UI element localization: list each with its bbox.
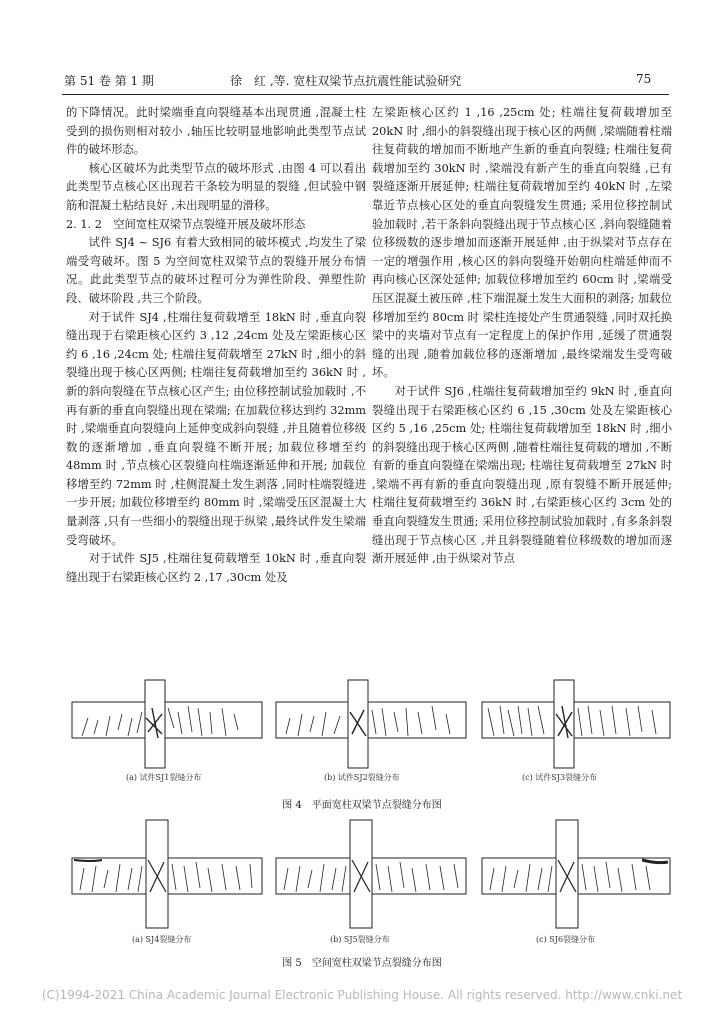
figure-5-crack-diagrams [62, 818, 672, 930]
figure-4c-caption: (c) 试件SJ3裂缝分布 [522, 773, 598, 782]
journal-volume: 第 51 卷 第 1 期 [64, 74, 154, 88]
figure-4-crack-diagrams [62, 678, 672, 770]
paragraph: 对于试件 SJ4 ,柱端往复荷载增至 18kN 时 ,垂直向裂缝出现于右梁距核心区约 3 ,12 ,24cm 处及左梁距核心区约 6 ,16 ,24cm 处; 柱端往复荷载增至 27kN 时 ,细小的斜裂缝出现于核心区两侧; 柱端往复荷载增加至约 36kN 时 ,新的斜向裂缝在节点核心区产生; 由位移控制试验加载时 ,不再有新的垂直向裂缝出现在梁端; 在加载位移达到约 32mm 时 ,梁端垂直向裂缝向上延伸变成斜向裂缝 ,并且随着位移级数的逐渐增加 ,垂直向裂缝不断开展; 加载位移增至约 48mm 时 ,节点核心区裂缝向柱端逐渐延伸和开展; 加载位移增至约 72mm 时 ,柱侧混凝土发生剥落 ,同时柱端裂缝进一步开展; 加载位移增至约 80mm 时 ,梁端受压区混凝土大量剥落 ,只有一些细小的裂缝出现于纵梁 ,最终试件发生梁端受弯破坏。 [66, 310, 366, 547]
page-number: 75 [636, 72, 652, 86]
figure-4b-caption: (b) 试件SJ2裂缝分布 [324, 773, 400, 782]
paragraph: 左梁距核心区约 1 ,16 ,25cm 处; 柱端往复荷载增加至 20kN 时 ,细小的斜裂缝出现于核心区的两侧 ,梁端随着柱端往复荷载的增加而不断地产生新的垂直向裂缝; 柱端往复荷载增加至约 30kN 时 ,梁端没有新产生的垂直向裂缝 ,已有裂缝逐渐开展延伸; 柱端往复荷载增加至约 40kN 时 ,左梁靠近节点核心区处的垂直向裂缝发生贯通; 采用位移控制试验加载时 ,若干条斜向裂缝出现于节点核心区 ,斜向裂缝随着位移级数的逐步增加而逐渐开展延伸 ,由于纵梁对节点存在一定的增强作用 ,核心区的斜向裂缝开始朝向柱端延伸而不再向核心区深处延伸; 加载位移增加至约 60cm 时 ,梁端受压区混凝土被压碎 ,柱下端混凝土发生大面积的剥落; 加载位移增加至约 80cm 时 梁柱连接处产生贯通裂缝 ,同时双托换梁中的夹墙对节点有一定程度上的保护作用 ,延缓了贯通裂缝的出现 ,随着加载位移的逐渐增加 ,最终梁端发生受弯破坏。 [372, 106, 672, 380]
figure-4-title: 图 4 平面宽柱双梁节点裂缝分布图 [282, 800, 442, 811]
left-column [66, 104, 366, 587]
paragraph: 试件 SJ4 ~ SJ6 有着大致相同的破坏模式 ,均发生了梁端受弯破坏。图 5 为空间宽柱双梁节点的裂缝开展分布情况。此此类型节点的破坏过程可分为弹性阶段、弹塑性阶段、破坏阶段 ,共三个阶段。 [66, 236, 366, 305]
right-column [372, 104, 672, 569]
paragraph: 对于试件 SJ6 ,柱端往复荷载增加至约 9kN 时 ,垂直向裂缝出现于右梁距核心区约 6 ,15 ,30cm 处及左梁距核心区约 5 ,16 ,25cm 处; 柱端往复荷载增加至 18kN 时 ,细小的斜裂缝出现于核心区两侧 ,随着柱端往复荷载的增加 ,不断有新的垂直向裂缝在梁端出现; 柱端往复荷载增至 27kN 时 ,梁端不再有新的垂直向裂缝出现 ,原有裂缝不断开展延伸; 柱端往复荷载增至约 36kN 时 ,右梁距核心区约 3cm 处的垂直向裂缝发生贯通; 采用位移控制试验加载时 ,有多条斜裂缝出现于节点核心区 ,并且斜裂缝随着位移级数的增加而逐渐开展延伸 ,由于纵梁对节点 [372, 384, 672, 566]
header-rule [62, 94, 669, 95]
paragraph: 对于试件 SJ5 ,柱端往复荷载增至 10kN 时 ,垂直向裂缝出现于右梁距核心区约 2 ,17 ,30cm 处及 [66, 552, 366, 584]
running-title: 徐 红 ,等. 宽柱双梁节点抗震性能试验研究 [230, 74, 462, 88]
paragraph: 核心区破坏为此类型节点的破坏形式 ,由图 4 可以看出 此类型节点核心区出现若干条较为明显的裂缝 ,但试验中钢筋和混凝土粘结良好 ,未出现明显的滑移。 [66, 161, 366, 212]
copyright-footer: (C)1994-2021 China Academic Journal Electronic Publishing House. All rights reserved. http://www.cnki.net [41, 988, 683, 1002]
figure-5b-caption: (b) SJ5裂缝分布 [330, 935, 390, 944]
figure-4 [62, 678, 672, 770]
paragraph: 的下降情况。此时梁端垂直向裂缝基本出现贯通 ,混凝土柱受到的损伤则相对较小 ,轴压比较明显地影响此类型节点试件的破坏形态。 [66, 106, 366, 157]
figure-5-title: 图 5 空间宽柱双梁节点裂缝分布图 [282, 958, 442, 969]
figure-5 [62, 818, 672, 930]
section-heading: 2. 1. 2 空间宽柱双梁节点裂缝开展及破坏形态 [66, 217, 306, 231]
figure-4a-caption: (a) 试件SJ1裂缝分布 [126, 773, 202, 782]
figure-5a-caption: (a) SJ4裂缝分布 [132, 935, 192, 944]
figure-5c-caption: (c) SJ6裂缝分布 [536, 935, 596, 944]
